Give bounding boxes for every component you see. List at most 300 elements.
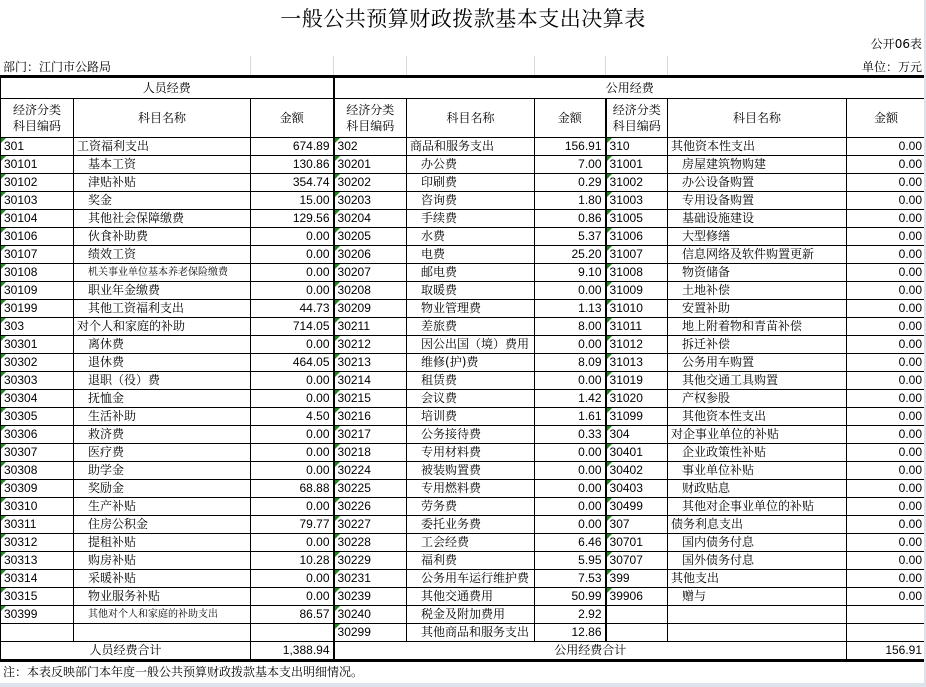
item-name: 其他工资福利支出 xyxy=(74,300,251,318)
item-amount: 0.00 xyxy=(847,570,926,588)
item-amount: 5.95 xyxy=(535,552,606,570)
public-total-label: 公用经费合计 xyxy=(334,642,847,661)
item-code: 30205 xyxy=(334,228,407,246)
item-amount: 0.86 xyxy=(535,210,606,228)
item-name: 救济费 xyxy=(74,426,251,444)
item-name: 伙食补助费 xyxy=(74,228,251,246)
item-name xyxy=(668,606,847,624)
item-code: 30304 xyxy=(1,390,74,408)
item-name: 绩效工资 xyxy=(74,246,251,264)
item-code: 30203 xyxy=(334,192,407,210)
table-row xyxy=(1,156,926,174)
item-code: 304 xyxy=(606,426,668,444)
item-name: 其他交通工具购置 xyxy=(668,372,847,390)
item-amount: 86.57 xyxy=(251,606,334,624)
item-name: 住房公积金 xyxy=(74,516,251,534)
item-code: 31009 xyxy=(606,282,668,300)
item-name: 物业管理费 xyxy=(407,300,535,318)
item-amount: 0.00 xyxy=(847,192,926,210)
item-code: 31008 xyxy=(606,264,668,282)
table-row xyxy=(1,480,926,498)
table-row xyxy=(1,426,926,444)
item-amount: 44.73 xyxy=(251,300,334,318)
column-header-row xyxy=(1,99,926,138)
item-code: 310 xyxy=(606,138,668,156)
item-code xyxy=(606,606,668,624)
item-amount: 1.61 xyxy=(535,408,606,426)
item-code: 30109 xyxy=(1,282,74,300)
table-row xyxy=(1,174,926,192)
item-amount: 0.00 xyxy=(847,390,926,408)
item-code: 31005 xyxy=(606,210,668,228)
item-code: 31007 xyxy=(606,246,668,264)
gridline xyxy=(406,56,407,75)
item-amount: 0.00 xyxy=(251,444,334,462)
public-total-amount: 156.91 xyxy=(847,642,926,661)
item-code: 30224 xyxy=(334,462,407,480)
item-amount: 0.00 xyxy=(251,390,334,408)
item-amount: 0.00 xyxy=(847,246,926,264)
item-name: 因公出国（境）费用 xyxy=(407,336,535,354)
item-amount: 0.00 xyxy=(535,462,606,480)
item-amount: 50.99 xyxy=(535,588,606,606)
item-code: 31099 xyxy=(606,408,668,426)
item-name: 税金及附加费用 xyxy=(407,606,535,624)
item-name: 企业政策性补贴 xyxy=(668,444,847,462)
item-name: 办公设备购置 xyxy=(668,174,847,192)
col-code-line2: 科目编码 xyxy=(612,119,661,133)
item-name: 国内债务付息 xyxy=(668,534,847,552)
item-code: 30102 xyxy=(1,174,74,192)
item-code: 30207 xyxy=(334,264,407,282)
item-name: 职业年金缴费 xyxy=(74,282,251,300)
item-name: 物资储备 xyxy=(668,264,847,282)
gridline xyxy=(667,56,668,75)
item-code: 30499 xyxy=(606,498,668,516)
item-name: 基本工资 xyxy=(74,156,251,174)
col-name-header: 科目名称 xyxy=(74,99,251,138)
item-code: 30311 xyxy=(1,516,74,534)
item-amount: 674.89 xyxy=(251,138,334,156)
item-amount: 0.00 xyxy=(251,282,334,300)
item-amount: 464.05 xyxy=(251,354,334,372)
item-code: 30303 xyxy=(1,372,74,390)
item-amount xyxy=(847,606,926,624)
col-code-line1: 经济分类 xyxy=(12,103,61,117)
item-code: 30239 xyxy=(334,588,407,606)
item-name: 生活补助 xyxy=(74,408,251,426)
item-code: 30107 xyxy=(1,246,74,264)
item-name: 地上附着物和青苗补偿 xyxy=(668,318,847,336)
item-name: 委托业务费 xyxy=(407,516,535,534)
item-amount: 0.29 xyxy=(535,174,606,192)
item-name: 产权参股 xyxy=(668,390,847,408)
item-amount: 0.00 xyxy=(847,462,926,480)
item-code: 30312 xyxy=(1,534,74,552)
item-amount: 354.74 xyxy=(251,174,334,192)
item-code: 301 xyxy=(1,138,74,156)
item-code: 30701 xyxy=(606,534,668,552)
item-name: 专用材料费 xyxy=(407,444,535,462)
item-amount: 7.53 xyxy=(535,570,606,588)
item-name: 物业服务补贴 xyxy=(74,588,251,606)
item-amount: 10.28 xyxy=(251,552,334,570)
totals-row xyxy=(1,642,926,661)
item-code: 30229 xyxy=(334,552,407,570)
gridline xyxy=(534,56,535,75)
window-edge xyxy=(0,683,926,687)
item-name: 离休费 xyxy=(74,336,251,354)
item-code: 30308 xyxy=(1,462,74,480)
table-row xyxy=(1,534,926,552)
table-row xyxy=(1,336,926,354)
table-row xyxy=(1,318,926,336)
item-amount: 0.00 xyxy=(251,246,334,264)
col-code-header xyxy=(334,99,407,138)
item-amount: 6.46 xyxy=(535,534,606,552)
item-name: 奖励金 xyxy=(74,480,251,498)
table-row xyxy=(1,372,926,390)
item-code: 30310 xyxy=(1,498,74,516)
form-number: 公开06表 xyxy=(870,37,922,51)
item-code: 30314 xyxy=(1,570,74,588)
item-code: 31013 xyxy=(606,354,668,372)
report-title: 一般公共预算财政拨款基本支出决算表 xyxy=(280,7,646,31)
item-name: 购房补贴 xyxy=(74,552,251,570)
item-amount: 0.00 xyxy=(251,336,334,354)
item-name: 机关事业单位基本养老保险缴费 xyxy=(74,264,251,282)
item-amount: 0.00 xyxy=(535,444,606,462)
item-name: 商品和服务支出 xyxy=(407,138,535,156)
expenditure-table xyxy=(0,75,926,662)
item-amount: 0.00 xyxy=(251,462,334,480)
item-name: 安置补助 xyxy=(668,300,847,318)
item-name: 其他商品和服务支出 xyxy=(407,624,535,642)
table-row xyxy=(1,246,926,264)
item-amount: 5.37 xyxy=(535,228,606,246)
col-name-header: 科目名称 xyxy=(668,99,847,138)
item-name: 抚恤金 xyxy=(74,390,251,408)
item-name: 债务利息支出 xyxy=(668,516,847,534)
table-row xyxy=(1,408,926,426)
item-code: 31011 xyxy=(606,318,668,336)
item-amount: 0.00 xyxy=(847,318,926,336)
table-row xyxy=(1,192,926,210)
item-amount: 0.00 xyxy=(847,372,926,390)
item-amount: 0.00 xyxy=(535,372,606,390)
item-code: 31003 xyxy=(606,192,668,210)
item-name: 退休费 xyxy=(74,354,251,372)
item-amount: 1.13 xyxy=(535,300,606,318)
item-name: 其他资本性支出 xyxy=(668,138,847,156)
item-code: 31020 xyxy=(606,390,668,408)
item-code: 30199 xyxy=(1,300,74,318)
item-code: 30209 xyxy=(334,300,407,318)
item-name: 奖金 xyxy=(74,192,251,210)
item-amount: 0.00 xyxy=(535,516,606,534)
item-code: 30204 xyxy=(334,210,407,228)
item-name: 基础设施建设 xyxy=(668,210,847,228)
item-code: 30206 xyxy=(334,246,407,264)
item-name: 工会经费 xyxy=(407,534,535,552)
gridline xyxy=(250,56,251,75)
item-code: 30399 xyxy=(1,606,74,624)
col-name-header: 科目名称 xyxy=(407,99,535,138)
table-row xyxy=(1,570,926,588)
item-code: 30216 xyxy=(334,408,407,426)
item-code: 31010 xyxy=(606,300,668,318)
table-row xyxy=(1,552,926,570)
item-code: 30302 xyxy=(1,354,74,372)
item-code: 30306 xyxy=(1,426,74,444)
table-row xyxy=(1,498,926,516)
col-code-line1: 经济分类 xyxy=(612,103,661,117)
item-name: 会议费 xyxy=(407,390,535,408)
item-amount: 8.00 xyxy=(535,318,606,336)
item-code: 30104 xyxy=(1,210,74,228)
item-amount: 0.00 xyxy=(535,480,606,498)
item-code: 30240 xyxy=(334,606,407,624)
item-amount: 0.00 xyxy=(847,498,926,516)
item-amount: 7.00 xyxy=(535,156,606,174)
item-code: 30707 xyxy=(606,552,668,570)
item-name: 提租补贴 xyxy=(74,534,251,552)
item-name: 其他交通费用 xyxy=(407,588,535,606)
item-amount: 0.00 xyxy=(251,426,334,444)
section-header-row xyxy=(1,77,926,99)
item-name: 国外债务付息 xyxy=(668,552,847,570)
item-name: 采暖补贴 xyxy=(74,570,251,588)
item-name: 事业单位补贴 xyxy=(668,462,847,480)
item-code: 31012 xyxy=(606,336,668,354)
item-name: 被装购置费 xyxy=(407,462,535,480)
item-amount: 79.77 xyxy=(251,516,334,534)
item-name: 信息网络及软件购置更新 xyxy=(668,246,847,264)
item-amount: 0.00 xyxy=(847,156,926,174)
item-code: 31019 xyxy=(606,372,668,390)
item-code: 30401 xyxy=(606,444,668,462)
item-amount: 0.00 xyxy=(847,516,926,534)
table-row xyxy=(1,516,926,534)
item-amount: 0.00 xyxy=(847,300,926,318)
item-name: 其他资本性支出 xyxy=(668,408,847,426)
item-name: 其他支出 xyxy=(668,570,847,588)
item-code: 30313 xyxy=(1,552,74,570)
item-code: 30307 xyxy=(1,444,74,462)
item-name: 培训费 xyxy=(407,408,535,426)
item-name: 土地补偿 xyxy=(668,282,847,300)
item-code: 30201 xyxy=(334,156,407,174)
item-code: 30215 xyxy=(334,390,407,408)
item-amount: 2.92 xyxy=(535,606,606,624)
item-code: 30403 xyxy=(606,480,668,498)
item-code: 30225 xyxy=(334,480,407,498)
item-amount: 130.86 xyxy=(251,156,334,174)
item-amount: 0.00 xyxy=(847,534,926,552)
item-amount: 0.00 xyxy=(847,336,926,354)
department-label: 部门：江门市公路局 xyxy=(3,60,112,74)
item-code: 31001 xyxy=(606,156,668,174)
section-public: 公用经费 xyxy=(334,77,926,99)
table-row xyxy=(1,210,926,228)
footnote: 注：本表反映部门本年度一般公共预算财政拨款基本支出明细情况。 xyxy=(3,665,364,679)
item-code: 30103 xyxy=(1,192,74,210)
item-name: 劳务费 xyxy=(407,498,535,516)
item-code: 30402 xyxy=(606,462,668,480)
item-name: 其他对企事业单位的补贴 xyxy=(668,498,847,516)
personnel-total-amount: 1,388.94 xyxy=(251,642,334,661)
item-code: 30106 xyxy=(1,228,74,246)
item-code: 30231 xyxy=(334,570,407,588)
item-amount: 0.00 xyxy=(535,282,606,300)
table-row xyxy=(1,228,926,246)
table-row xyxy=(1,264,926,282)
item-code: 30309 xyxy=(1,480,74,498)
col-code-header xyxy=(1,99,74,138)
item-amount: 0.00 xyxy=(251,534,334,552)
item-amount: 714.05 xyxy=(251,318,334,336)
item-code: 30226 xyxy=(334,498,407,516)
item-name: 拆迁补偿 xyxy=(668,336,847,354)
item-code: 30301 xyxy=(1,336,74,354)
item-amount: 0.00 xyxy=(847,174,926,192)
item-amount: 1.80 xyxy=(535,192,606,210)
item-code: 30299 xyxy=(334,624,407,642)
item-name: 助学金 xyxy=(74,462,251,480)
item-code: 30211 xyxy=(334,318,407,336)
item-amount: 0.00 xyxy=(847,282,926,300)
item-amount xyxy=(847,624,926,642)
item-name: 公务用车运行维护费 xyxy=(407,570,535,588)
item-code: 302 xyxy=(334,138,407,156)
item-code: 39906 xyxy=(606,588,668,606)
item-name: 咨询费 xyxy=(407,192,535,210)
item-name: 取暖费 xyxy=(407,282,535,300)
table-row xyxy=(1,138,926,156)
item-code: 30108 xyxy=(1,264,74,282)
col-amount-header: 金额 xyxy=(535,99,606,138)
item-amount: 0.00 xyxy=(847,444,926,462)
item-name: 专用燃料费 xyxy=(407,480,535,498)
item-amount: 68.88 xyxy=(251,480,334,498)
col-code-line1: 经济分类 xyxy=(346,103,395,117)
item-amount: 0.00 xyxy=(251,372,334,390)
item-amount: 0.00 xyxy=(847,138,926,156)
item-amount: 129.56 xyxy=(251,210,334,228)
table-row xyxy=(1,588,926,606)
item-code: 399 xyxy=(606,570,668,588)
gridline xyxy=(605,56,606,75)
col-code-line2: 科目编码 xyxy=(346,119,395,133)
table-row xyxy=(1,606,926,624)
col-code-header xyxy=(606,99,668,138)
item-code: 30315 xyxy=(1,588,74,606)
item-amount: 0.00 xyxy=(535,498,606,516)
item-code: 307 xyxy=(606,516,668,534)
item-name: 津贴补贴 xyxy=(74,174,251,192)
item-name: 其他社会保障缴费 xyxy=(74,210,251,228)
item-name: 办公费 xyxy=(407,156,535,174)
item-amount: 9.10 xyxy=(535,264,606,282)
item-name: 专用设备购置 xyxy=(668,192,847,210)
item-code: 30208 xyxy=(334,282,407,300)
item-name: 福利费 xyxy=(407,552,535,570)
item-name: 生产补贴 xyxy=(74,498,251,516)
table-row xyxy=(1,462,926,480)
item-name: 公务用车购置 xyxy=(668,354,847,372)
item-name: 租赁费 xyxy=(407,372,535,390)
table-row xyxy=(1,390,926,408)
item-code: 30218 xyxy=(334,444,407,462)
item-amount: 0.00 xyxy=(847,588,926,606)
item-amount: 12.86 xyxy=(535,624,606,642)
item-amount: 0.33 xyxy=(535,426,606,444)
item-amount: 0.00 xyxy=(847,228,926,246)
item-code: 30213 xyxy=(334,354,407,372)
item-name: 房屋建筑物购建 xyxy=(668,156,847,174)
item-name: 财政贴息 xyxy=(668,480,847,498)
item-name: 水费 xyxy=(407,228,535,246)
item-name: 差旅费 xyxy=(407,318,535,336)
item-code: 30227 xyxy=(334,516,407,534)
col-amount-header: 金额 xyxy=(847,99,926,138)
item-amount: 0.00 xyxy=(251,264,334,282)
item-amount: 156.91 xyxy=(535,138,606,156)
unit-label: 单位：万元 xyxy=(861,60,922,74)
item-amount: 1.42 xyxy=(535,390,606,408)
item-amount: 0.00 xyxy=(847,426,926,444)
item-name: 其他对个人和家庭的补助支出 xyxy=(74,606,251,624)
item-amount: 0.00 xyxy=(251,498,334,516)
personnel-total-label: 人员经费合计 xyxy=(1,642,251,661)
gridline xyxy=(333,56,334,75)
item-name: 维修(护)费 xyxy=(407,354,535,372)
item-amount: 8.09 xyxy=(535,354,606,372)
item-code: 31002 xyxy=(606,174,668,192)
table-row xyxy=(1,300,926,318)
item-code: 30101 xyxy=(1,156,74,174)
item-amount: 15.00 xyxy=(251,192,334,210)
item-code: 30212 xyxy=(334,336,407,354)
item-name xyxy=(668,624,847,642)
item-amount: 0.00 xyxy=(535,336,606,354)
item-name: 邮电费 xyxy=(407,264,535,282)
item-name: 大型修缮 xyxy=(668,228,847,246)
item-name: 退职（役）费 xyxy=(74,372,251,390)
section-personnel: 人员经费 xyxy=(1,77,334,99)
item-amount: 0.00 xyxy=(847,264,926,282)
item-name: 赠与 xyxy=(668,588,847,606)
item-code: 30202 xyxy=(334,174,407,192)
item-code: 30305 xyxy=(1,408,74,426)
item-name: 印刷费 xyxy=(407,174,535,192)
item-name: 对个人和家庭的补助 xyxy=(74,318,251,336)
item-name: 医疗费 xyxy=(74,444,251,462)
item-amount: 0.00 xyxy=(847,408,926,426)
item-code: 31006 xyxy=(606,228,668,246)
item-code: 30228 xyxy=(334,534,407,552)
item-code: 30217 xyxy=(334,426,407,444)
item-name: 对企事业单位的补贴 xyxy=(668,426,847,444)
table-row xyxy=(1,444,926,462)
item-name: 电费 xyxy=(407,246,535,264)
item-amount: 0.00 xyxy=(847,210,926,228)
item-amount: 0.00 xyxy=(847,480,926,498)
table-row xyxy=(1,282,926,300)
item-code xyxy=(1,624,74,642)
item-amount: 0.00 xyxy=(251,588,334,606)
table-row xyxy=(1,624,926,642)
